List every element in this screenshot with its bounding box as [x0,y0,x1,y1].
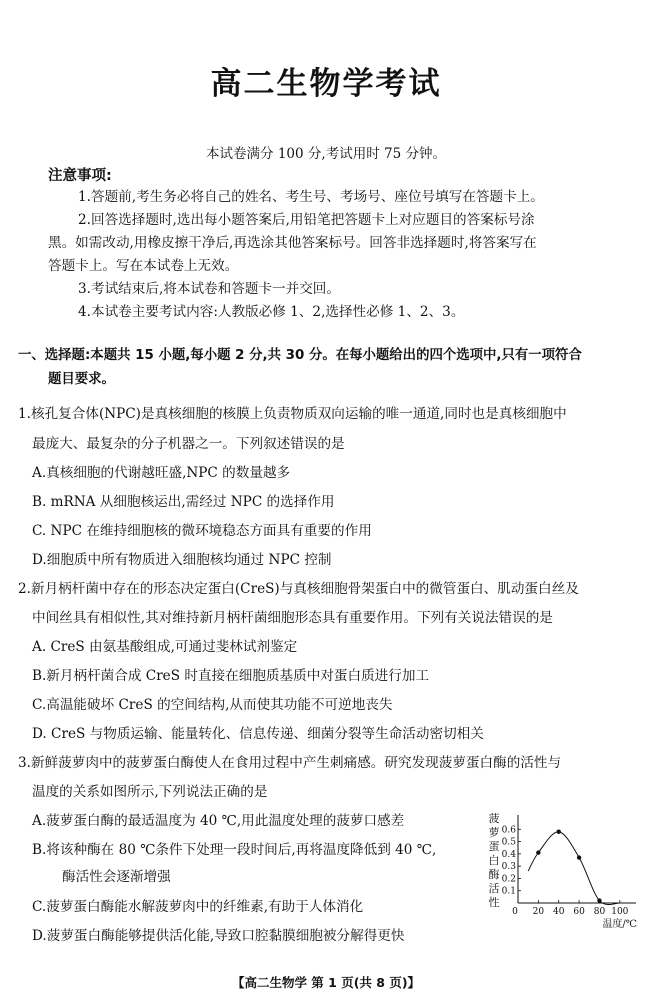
notice-line-6: 4.本试卷主要考试内容:人教版必修 1、2,选择性必修 1、2、3。 [78,304,465,320]
data-point [536,850,540,854]
q1-option-b: B. mRNA 从细胞核运出,需经过 NPC 的选择作用 [32,494,335,510]
q1-stem-1: 1.核孔复合体(NPC)是真核细胞的核膜上负责物质双向运输的唯一通道,同时也是真核细胞中 [18,406,567,422]
data-point [577,855,581,859]
y-tick-label: 0.3 [501,862,516,873]
x-tick-label: 40 [553,907,565,917]
data-point [597,898,601,902]
q2-stem-1: 2.新月柄杆菌中存在的形态决定蛋白(CreS)与真核细胞骨架蛋白中的微管蛋白、肌动蛋白丝及 [18,581,579,597]
enzyme-activity-chart [486,812,640,928]
y-axis-label-char: 菠 [488,812,500,825]
notice-heading: 注意事项: [48,168,112,184]
y-tick-label: 0.2 [501,874,516,885]
q2-option-b: B.新月柄杆菌合成 CreS 时直接在细胞质基质中对蛋白质进行加工 [32,668,430,684]
y-axis-label-char: 性 [488,896,500,909]
q2-option-d: D. CreS 与物质运输、能量转化、信息传递、细菌分裂等生命活动密切相关 [32,726,484,742]
q2-stem-2: 中间丝具有相似性,其对维持新月柄杆菌细胞形态具有重要作用。下列有关说法错误的是 [32,610,553,626]
data-point [557,830,561,834]
y-axis-label-char: 萝 [488,826,500,839]
exam-info: 本试卷满分 100 分,考试用时 75 分钟。 [206,146,446,162]
q1-stem-2: 最庞大、最复杂的分子机器之一。下列叙述错误的是 [32,436,345,452]
section-heading: 一、选择题:本题共 15 小题,每小题 2 分,共 30 分。在每小题给出的四个选项中,只有一项符合 [18,348,582,363]
page-title: 高二生物学考试 [210,66,442,102]
x-tick-label: 20 [532,907,545,917]
x-tick-label: 0 [512,907,518,917]
x-tick-label: 80 [593,907,606,917]
y-tick-label: 0.5 [501,837,516,848]
q2-option-c: C.高温能破坏 CreS 的空间结构,从而使其功能不可逆地丧失 [32,697,393,713]
y-tick-label: 0.6 [501,825,516,836]
q3-stem-2: 温度的关系如图所示,下列说法正确的是 [32,784,268,800]
q3-option-c: C.菠萝蛋白酶能水解菠萝肉中的纤维素,有助于人体消化 [32,899,364,915]
q3-option-d: D.菠萝蛋白酶能够提供活化能,导致口腔黏膜细胞被分解得更快 [32,928,405,944]
notice-line-5: 3.考试结束后,将本试卷和答题卡一并交回。 [78,281,340,297]
notice-line-3: 黑。如需改动,用橡皮擦干净后,再选涂其他答案标号。回答非选择题时,将答案写在 [48,235,537,251]
q3-option-b: B.将该种酶在 80 ℃条件下处理一段时间后,再将温度降低到 40 ℃, [32,842,437,858]
x-tick-label: 60 [573,907,585,917]
notice-line-1: 1.答题前,考生务必将自己的姓名、考生号、考场号、座位号填写在答题卡上。 [78,189,544,205]
y-axis-label-char: 活 [488,882,500,895]
y-tick-label: 0.1 [501,886,516,897]
q1-option-c: C. NPC 在维持细胞核的微环境稳态方面具有重要的作用 [32,523,372,539]
notice-line-2: 2.回答选择题时,选出每小题答案后,用铅笔把答题卡上对应题目的答案标号涂 [78,212,535,228]
q3-option-b-cont: 酶活性会逐渐增强 [62,869,171,885]
y-tick-label: 0.4 [501,849,516,860]
q1-option-d: D.细胞质中所有物质进入细胞核均通过 NPC 控制 [32,552,332,568]
notice-line-4: 答题卡上。写在本试卷上无效。 [48,258,239,274]
y-axis-label-char: 蛋 [488,840,500,853]
x-tick-label: 100 [611,907,629,917]
q3-stem-1: 3.新鲜菠萝肉中的菠萝蛋白酶使人在食用过程中产生刺痛感。研究发现菠萝蛋白酶的活性与 [18,755,562,771]
q2-option-a: A. CreS 由氨基酸组成,可通过斐林试剂鉴定 [32,639,298,655]
x-axis-label: 温度/℃ [602,919,637,928]
q1-option-a: A.真核细胞的代谢越旺盛,NPC 的数量越多 [32,465,291,481]
q3-option-a: A.菠萝蛋白酶的最适温度为 40 ℃,用此温度处理的菠萝口感差 [32,813,405,829]
y-axis-label-char: 酶 [488,868,500,881]
section-heading-cont: 题目要求。 [48,372,115,387]
activity-curve [528,832,620,905]
y-axis-label-char: 白 [488,854,500,867]
page-footer: 【高二生物学 第 1 页(共 8 页)】 [231,975,421,990]
